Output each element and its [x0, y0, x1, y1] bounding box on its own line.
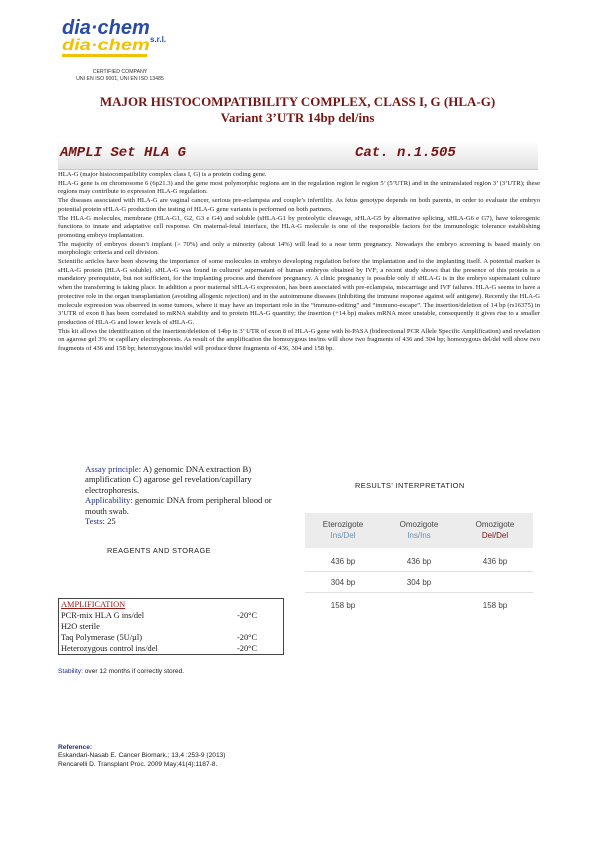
paragraph: The diseases associated with HLA-G are vaginal cancer, serious pre-eclampsia and couple’s infertility. As fetus genotype depends on both parents, in order to evaluate the embryo potential protein sHLA-G production the testing of HLA-G gene variants is performed on both partners. [58, 197, 540, 213]
paragraph: The majority of embryos doesn’t implant (> 70%) and only a minority (about 14%) will lead to a near term pregnancy. Nowadays the embryo screening is based mainly on morphologic criteria and cell division. [58, 240, 540, 257]
page-subtitle: Variant 3’UTR 14bp del/ins [220, 110, 375, 125]
reagent-name: Taq Polymerase (5U/µl) [61, 633, 142, 642]
table-cell: 304 bp [330, 578, 356, 587]
table-cell: 436 bp [330, 557, 356, 566]
column-header: Omozigote Del/Del [475, 520, 515, 540]
tests-value: 25 [104, 516, 116, 527]
stability-text: : over 12 months if correctly stored. [81, 668, 185, 675]
svg-text:dia·chem: dia·chem [62, 17, 150, 39]
product-name: AMPLI Set HLA G [60, 145, 187, 161]
reference-item: Eskandari-Nasab E. Cancer Biomark.; 13,4 :253-9 (2013) [58, 752, 226, 760]
stability-note [58, 668, 184, 675]
reagents-heading: REAGENTS AND STORAGE [107, 546, 211, 555]
paragraph: This kit allows the identification of the insertion/deletion of 14bp in 3’ UTR of exon 8 of HLA-G gene with bi-PASA (bidirectional PCR Allele Specific Amplification) and revelation on agarose gel 3% or capillary electrophoresis. As result of the amplification the homozygous ins/ins will show two fragments of 436 and 304 bp; homozygous del/del will show two fragments of 436 and 158 bp; heterozygous ins/del will produce three fragments of 436, 304 and 158 bp. [58, 327, 540, 353]
reference-label: Reference: [58, 744, 93, 751]
reagent-row [59, 621, 283, 632]
tests-label: Tests: [85, 516, 105, 527]
reagent-row [59, 610, 283, 621]
column-header: Eterozigote Ins/Del [322, 520, 364, 540]
assay-principle-label: Assay principle: [85, 464, 142, 474]
table-cell: 304 bp [406, 578, 432, 587]
assay-info [85, 464, 285, 526]
reagent-row [59, 643, 283, 654]
reagent-name: Heterozygous control ins/del [61, 644, 158, 653]
company-logo [60, 14, 180, 66]
certification: CERTIFIED COMPANY UNI EN ISO 9001, UNI EN ISO 13485 [76, 69, 164, 82]
assay-principle-text: A) genomic DNA extraction B) amplification C) agarose gel revelation/capillary electrophoresis. [85, 464, 252, 495]
table-cell: 436 bp [482, 557, 508, 566]
storage-temp: -20°C [237, 644, 258, 653]
reference-item: Rencarelli D. Transplant Proc. 2009 May;41(4):1187-8. [58, 760, 218, 768]
reagent-name: PCR-mix HLA G ins/del [61, 611, 145, 620]
table-cell: 158 bp [330, 601, 356, 610]
row-divider [305, 571, 533, 572]
storage-temp: -20°C [237, 633, 258, 642]
amplification-table [58, 598, 284, 655]
results-table [305, 513, 533, 619]
amplification-header: AMPLIFICATION [61, 600, 126, 609]
paragraph: HLA-G (major histocompatibility complex class I, G) is a protein coding gene. [58, 171, 267, 178]
svg-text:s.r.l.: s.r.l. [150, 35, 167, 44]
description-text [58, 171, 540, 354]
reagent-row [59, 632, 283, 643]
paragraph: HLA-G gene is on chromosome 6 (6p21.3) and the gene most polymorphic regions are in the regulation region le region 5’ (5’UTR) and in the untranslated region 3’ (3’UTR); these regions may contribute to expression HLA-G regulation. [58, 179, 540, 196]
stability-label: Stability [58, 668, 82, 675]
catalog-number: Cat. n.1.505 [355, 145, 456, 161]
table-cell: 436 bp [406, 557, 432, 566]
paragraph: The HLA-G molecules, membrane (HLA-G1, G2, G3 e G4) and soluble (sHLA-G1 by proteolytic cleavage, sHLA-G5 by alternative splicing, sHLA-G6 e G7), have tolerogenic functions to innate and adaptative cell response. On maternal-fetal interface, the HLA-G molecule is one of the responsible factors for the immunologic tolerance establishing promoting embryo implantation. [58, 214, 540, 239]
svg-text:dia·chem: dia·chem [62, 35, 150, 54]
results-heading: RESULTS' INTERPRETATION [355, 481, 465, 490]
paragraph: Scientific articles have been showing the importance of some molecules in embryo developing regulation before the implantation and to the implanting itself. A potential marker is sHLA-G protein (HLA-G soluble). sHLA-G was found in cultures’ supernatant of human embryos obtained by IVF; a recent study shows that the presence of this protein is a mandatory prerequisite, but not sufficient, for the implanting process and therefore pregnancy. A clinic pregnancy is possible only if sHLA-G is in the embryo supernatant culture when the transferring is taking place. In addition a poor maternal sHLA-G expression, has been associated with pre-eclampsia, miscarriage and IVF failures. HLA-G seems to have a protective role in the organ transplantation (avoiding allogenic rejection) and in the autoimmune diseases (inhibiting the immune response against self antigene). Recently the HLA-G molecule expression was observed in some tumors, where it may have an important role in the “immuno-editing” and “immuno-escape”. The insertion/deletion of 14 bp (rs16375) in 3’UTR of exon 8 has been correlated to mRNA stability and to protein HLA-G quantity; the insertion (+14 bp) makes mRNA more unstable, consequently it gives rise to a smaller production of HLA-G and lower levels of sHLA-G. [58, 258, 540, 326]
storage-temp: -20°C [237, 611, 258, 620]
column-header: Omozigote Ins/Ins [399, 520, 439, 540]
reagent-name: H2O sterile [61, 622, 100, 631]
applicability-label: Applicability: [85, 495, 133, 506]
row-divider [305, 592, 533, 593]
table-cell: 158 bp [482, 601, 508, 610]
page-title: MAJOR HISTOCOMPATIBILITY COMPLEX, CLASS I, G (HLA-G) [99, 94, 496, 109]
references [58, 744, 226, 769]
applicability-text: genomic DNA from peripheral blood or mouth swab. [85, 495, 272, 516]
